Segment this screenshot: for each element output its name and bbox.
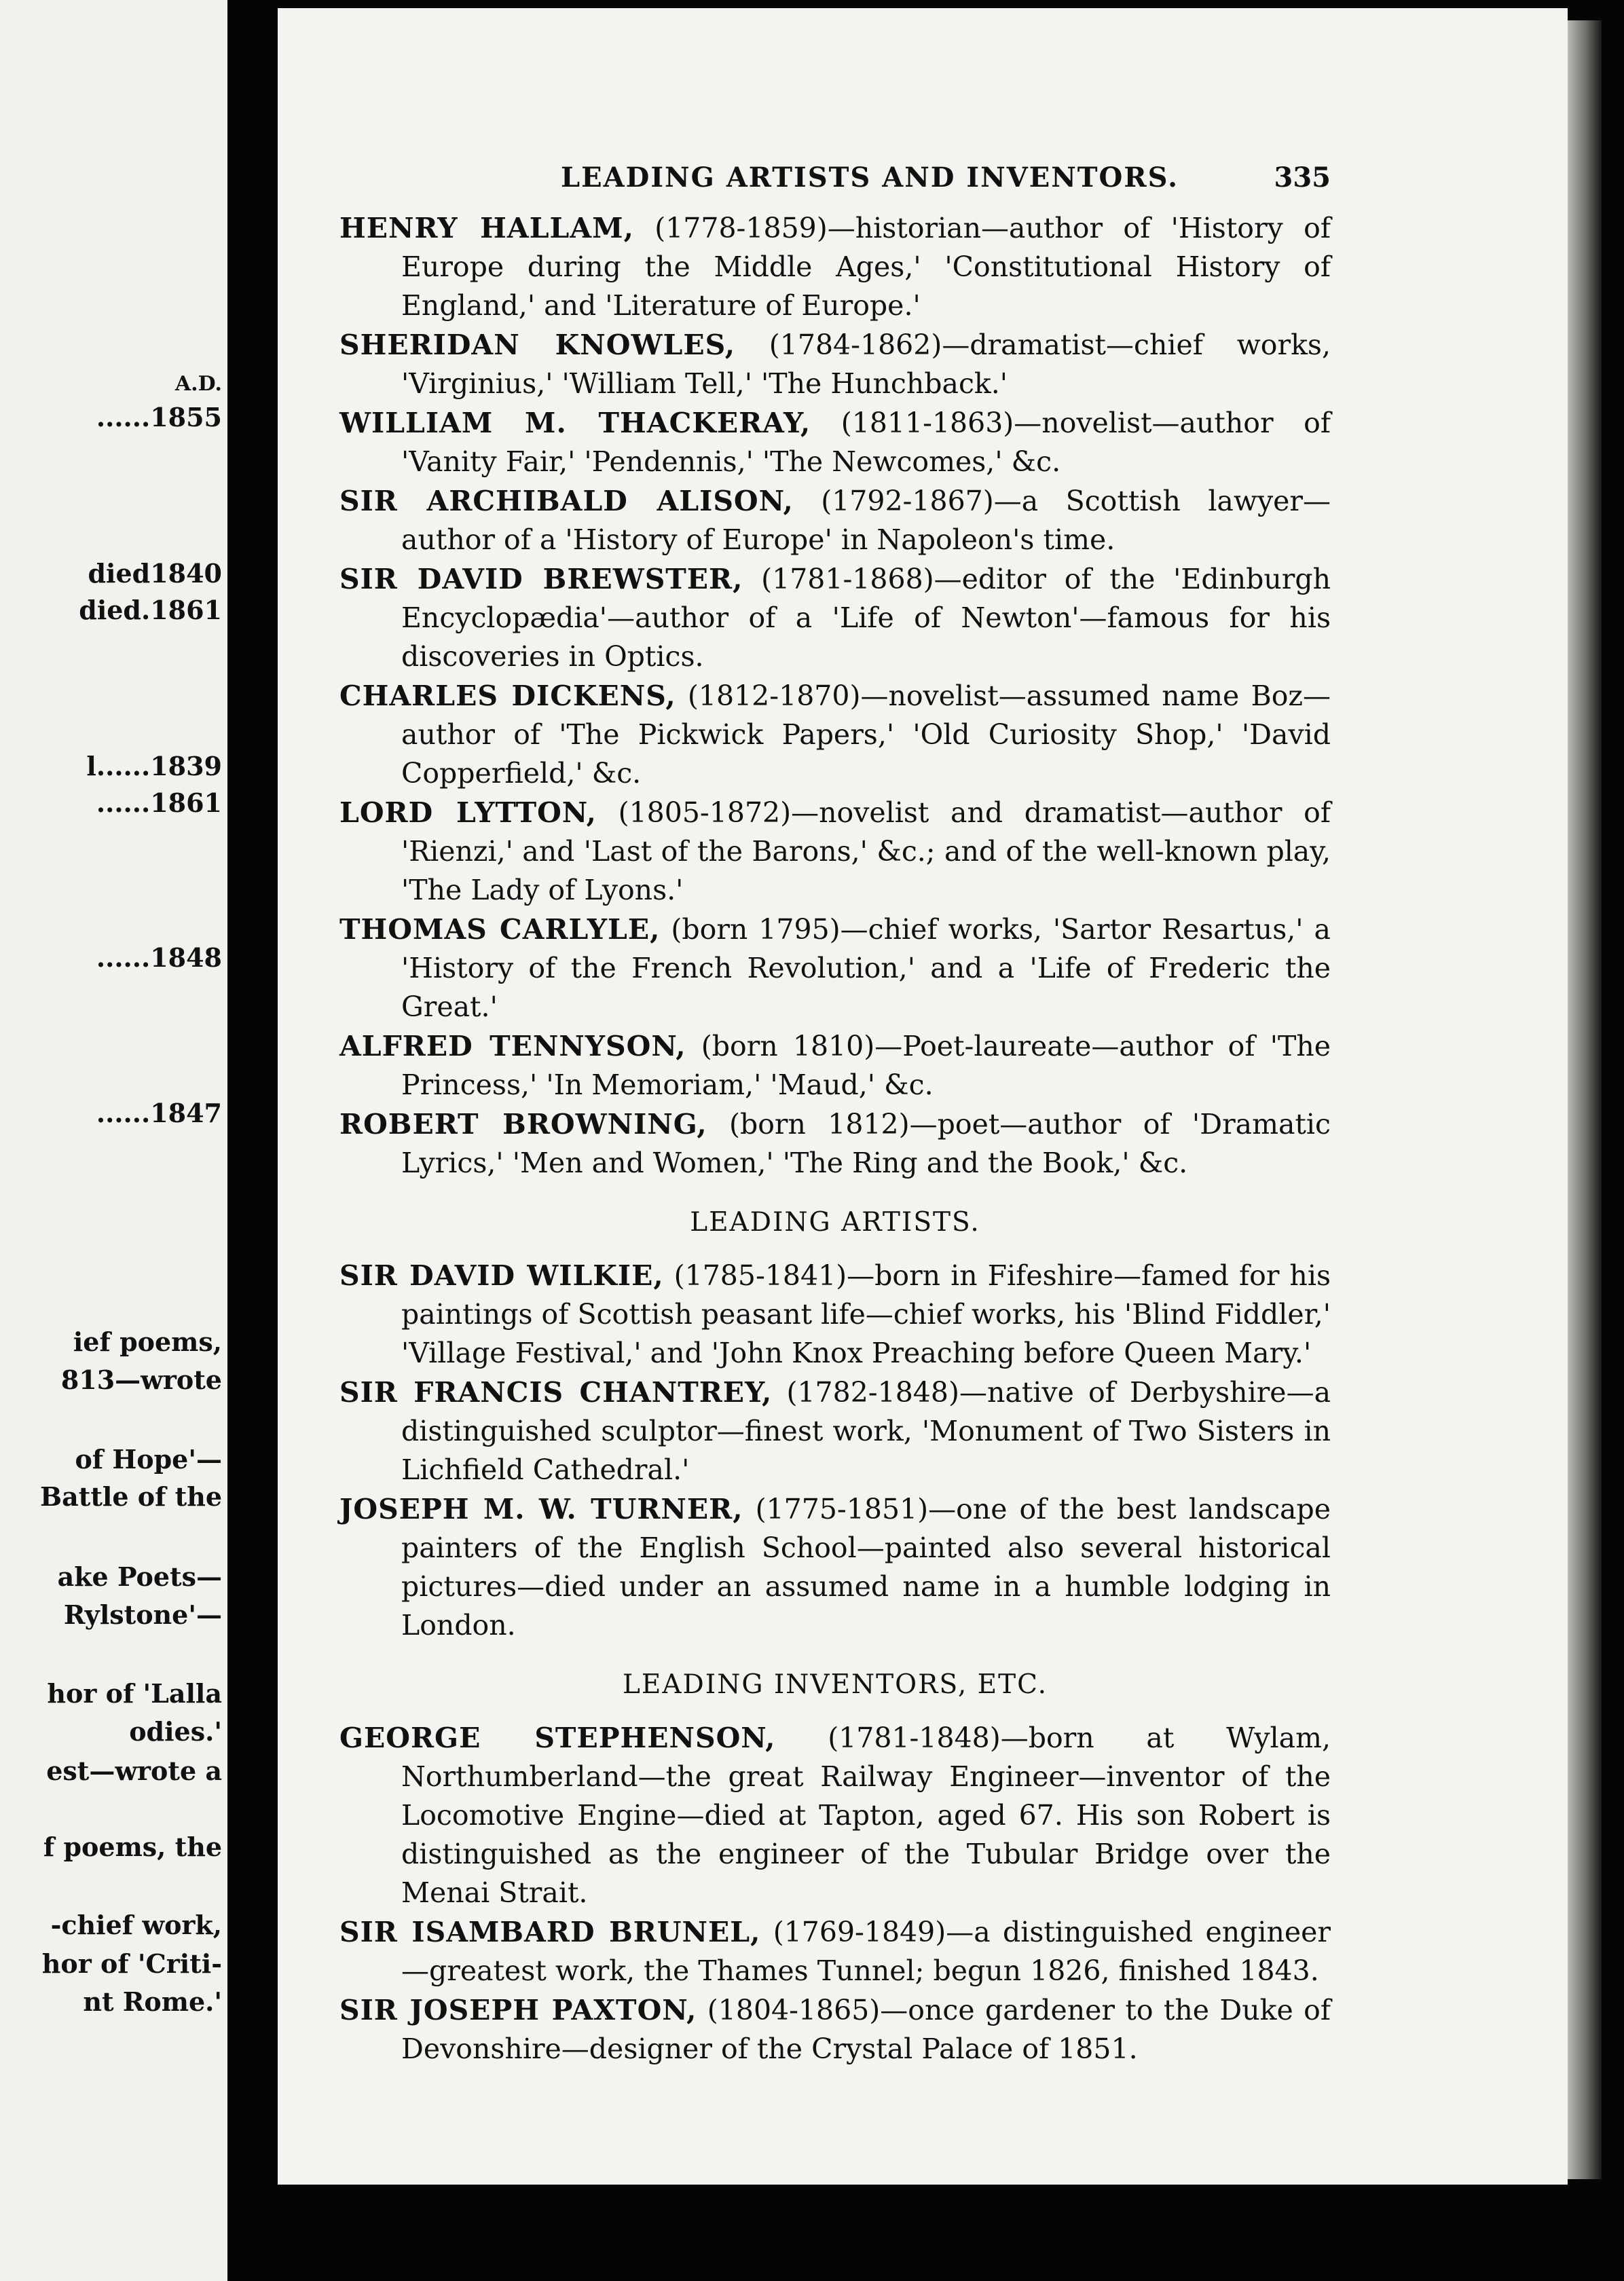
biography-entry [339,1105,1331,1183]
entry-text: (1781-1848)—born at Wylam, Northumberland—the great Railway Engineer—inventor of the Locomotive Engine—died at Tapton, aged 67. His son Robert is distinguished as the engineer of the Tubular Bridge over the Menai Strait. [401,1722,1331,1909]
entry-name: GEORGE STEPHENSON, [339,1722,776,1754]
entry-name: CHARLES DICKENS, [339,680,676,712]
entry-name: SIR JOSEPH PAXTON, [339,1994,697,2026]
entry-name: SIR ISAMBARD BRUNEL, [339,1916,761,1948]
facing-page-line: 813—wrote [60,1365,222,1395]
biography-entry [339,1257,1331,1373]
entry-text: (1785-1841)—born in Fifeshire—famed for his paintings of Scottish peasant life—chief works, his 'Blind Fiddler,' 'Village Festival,' and 'John Knox Preaching before Queen Mary.' [401,1259,1331,1369]
entry-text: (1811-1863)—novelist—author of 'Vanity Fair,' 'Pendennis,' 'The Newcomes,' &c. [401,407,1331,478]
facing-page-line: ......1861 [96,787,222,818]
entry-text: (born 1812)—poet—author of 'Dramatic Lyrics,' 'Men and Women,' 'The Ring and the Book,' &c. [401,1108,1331,1179]
facing-page-line: hor of 'Lalla [47,1678,222,1709]
biography-entry [339,1373,1331,1489]
entry-name: THOMAS CARLYLE, [339,913,661,946]
page-edge-shadow [1568,20,1602,2179]
running-head [339,162,1331,209]
entry-name: SIR DAVID BREWSTER, [339,563,743,595]
facing-page-line: ......1855 [96,402,222,432]
facing-page-line: ake Poets— [57,1561,222,1592]
book-gutter [227,0,278,2281]
facing-page-fragment [0,0,227,2281]
facing-page-line: ......1848 [96,942,222,973]
running-head-title: LEADING ARTISTS AND INVENTORS. [561,162,1179,193]
facing-page-line: -chief work, [50,1910,222,1940]
biography-entry [339,1027,1331,1105]
biography-entry [339,404,1331,481]
entry-name: SIR ARCHIBALD ALISON, [339,485,794,517]
section-heading: LEADING INVENTORS, ETC. [623,1669,1048,1700]
biography-entry [339,677,1331,793]
entry-text: (1805-1872)—novelist and dramatist—author of 'Rienzi,' and 'Last of the Barons,' &c.; and of the well-known play, 'The Lady of Lyons.' [401,796,1331,906]
biography-entry [339,326,1331,403]
entry-name: WILLIAM M. THACKERAY, [339,407,811,439]
entry-text: (1769-1849)—a distinguished engineer—greatest work, the Thames Tunnel; begun 1826, finished 1843. [401,1916,1331,1987]
entry-text: (1778-1859)—historian—author of 'History of Europe during the Middle Ages,' 'Constitutional History of England,' and 'Literature of Europe.' [401,212,1331,322]
entry-name: LORD LYTTON, [339,796,597,829]
facing-page-line: hor of 'Criti- [41,1948,222,1979]
facing-page-line: of Hope'— [75,1444,222,1475]
facing-page-line: Battle of the [40,1481,222,1512]
facing-page-line: A.D. [174,372,222,396]
biography-entry [339,1991,1331,2069]
facing-page-line: f poems, the [43,1832,222,1862]
biography-entry [339,910,1331,1026]
entry-name: ROBERT BROWNING, [339,1108,707,1140]
biography-entry [339,560,1331,676]
sections-container [339,209,1331,2069]
facing-page-line: ......1847 [96,1098,222,1128]
facing-page-line: nt Rome.' [83,1986,222,2017]
entry-name: ALFRED TENNYSON, [339,1030,686,1062]
biography-entry [339,482,1331,559]
facing-page-line: ief poems, [73,1327,222,1357]
entry-text: (1775-1851)—one of the best landscape painters of the English School—painted also several historical pictures—died under an assumed name in a humble lodging in London. [401,1493,1331,1642]
facing-page-line: odies.' [129,1716,222,1747]
entry-text: (born 1810)—Poet-laureate—author of 'The Princess,' 'In Memoriam,' 'Maud,' &c. [401,1030,1331,1101]
entry-text: (1804-1865)—once gardener to the Duke of Devonshire—designer of the Crystal Palace of 1851. [401,1994,1331,2065]
entry-name: HENRY HALLAM, [339,212,634,244]
entry-name: SHERIDAN KNOWLES, [339,329,736,361]
facing-page-line: died1840 [88,558,222,589]
page-number: 335 [1274,162,1331,193]
entry-text: (1781-1868)—editor of the 'Edinburgh Encyclopædia'—author of a 'Life of Newton'—famous for his discoveries in Optics. [401,563,1331,673]
biography-entry [339,794,1331,910]
facing-page-line: Rylstone'— [63,1599,222,1630]
entry-text: (born 1795)—chief works, 'Sartor Resartus,' a 'History of the French Revolution,' and a 'Life of Frederic the Great.' [401,913,1331,1023]
page-text [339,162,1331,2069]
facing-page-line: est—wrote a [46,1756,222,1786]
biography-entry [339,1913,1331,1990]
entry-name: SIR DAVID WILKIE, [339,1259,664,1292]
biography-entry [339,1719,1331,1912]
biography-entry [339,209,1331,325]
entry-text: (1782-1848)—native of Derbyshire—a distinguished sculptor—finest work, 'Monument of Two Sisters in Lichfield Cathedral.' [401,1376,1331,1486]
entry-text: (1784-1862)—dramatist—chief works, 'Virginius,' 'William Tell,' 'The Hunchback.' [401,329,1331,400]
entry-text: (1792-1867)—a Scottish lawyer—author of a 'History of Europe' in Napoleon's time. [401,485,1331,556]
entry-text: (1812-1870)—novelist—assumed name Boz—author of 'The Pickwick Papers,' 'Old Curiosity Shop,' 'David Copperfield,' &c. [401,680,1331,790]
entry-name: SIR FRANCIS CHANTREY, [339,1376,773,1409]
section-heading: LEADING ARTISTS. [690,1207,980,1238]
facing-page-line: died.1861 [79,595,222,625]
biography-entry [339,1490,1331,1645]
entry-name: JOSEPH M. W. TURNER, [339,1493,743,1525]
facing-page-line: l......1839 [86,751,222,781]
